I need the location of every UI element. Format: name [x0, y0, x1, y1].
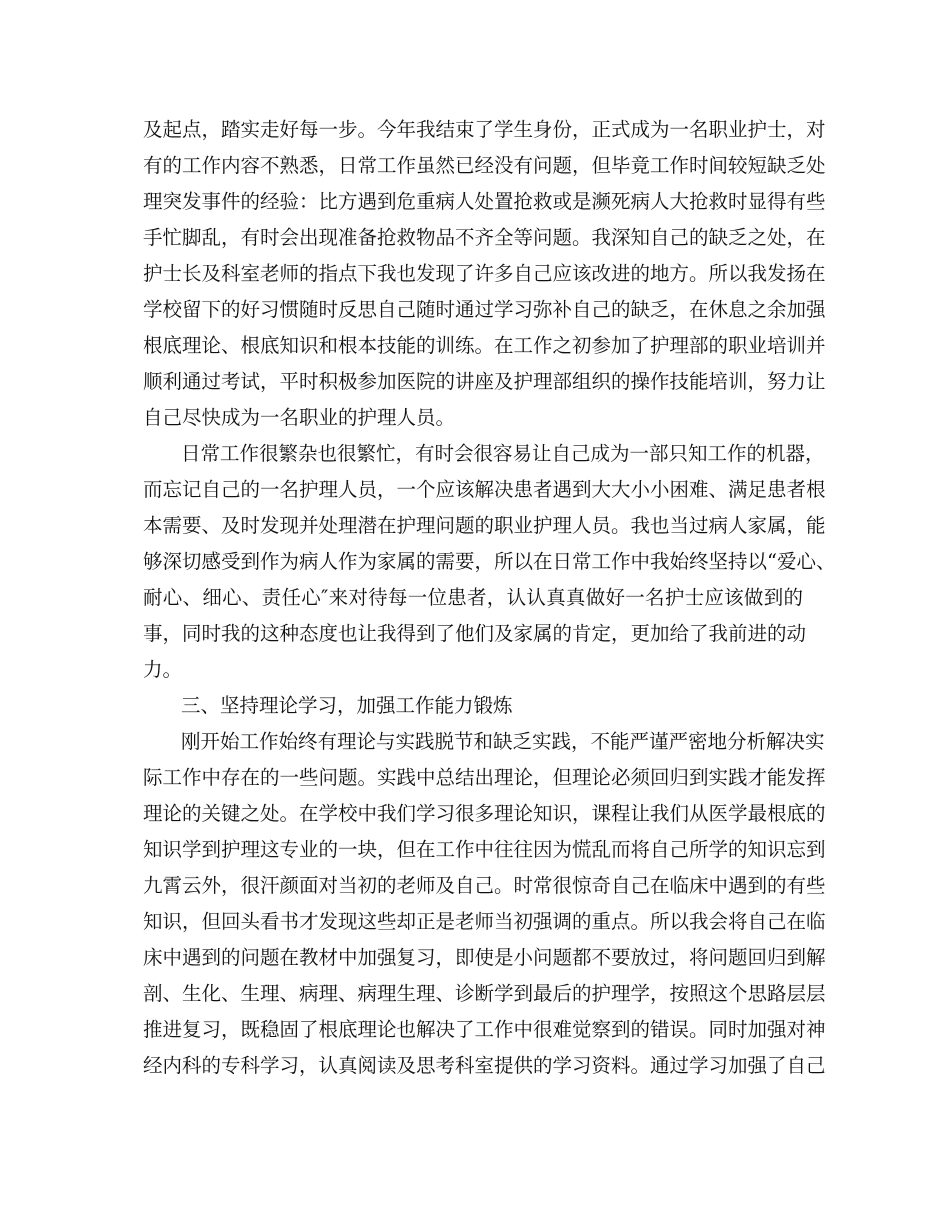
text-line: 根底理论、根底知识和根本技能的训练。在工作之初参加了护理部的职业培训并	[143, 334, 826, 357]
text-line: 护士长及科室老师的指点下我也发现了许多自己应该改进的地方。所以我发扬在	[143, 262, 826, 285]
text-line: 本需要、及时发现并处理潜在护理问题的职业护理人员。我也当过病人家属，能	[143, 514, 826, 537]
paragraph-first-line: 日常工作很繁杂也很繁忙，有时会很容易让自己成为一部只知工作的机器，	[181, 442, 825, 465]
text-line: 够深切感受到作为病人作为家属的需要，所以在日常工作中我始终坚持以“爱心、	[143, 550, 836, 573]
text-line: 力。	[143, 658, 183, 681]
text-line: 经内科的专科学习，认真阅读及思考科室提供的学习资料。通过学习加强了自己	[143, 1054, 826, 1077]
text-line: 理论的关键之处。在学校中我们学习很多理论知识，课程让我们从医学最根底的	[143, 802, 826, 825]
text-line: 推进复习，既稳固了根底理论也解决了工作中很难觉察到的错误。同时加强对神	[143, 1018, 826, 1041]
text-line: 手忙脚乱，有时会出现准备抢救物品不齐全等问题。我深知自己的缺乏之处，在	[143, 226, 826, 249]
text-line: 知识学到护理这专业的一块，但在工作中往往因为慌乱而将自己所学的知识忘到	[143, 838, 826, 861]
text-line: 床中遇到的问题在教材中加强复习，即使是小问题都不要放过，将问题回归到解	[143, 946, 826, 969]
text-line: 而忘记自己的一名护理人员，一个应该解决患者遇到大大小小困难、满足患者根	[143, 478, 826, 501]
text-line: 理突发事件的经验：比方遇到危重病人处置抢救或是濒死病人大抢救时显得有些	[143, 190, 826, 213]
text-line: 学校留下的好习惯随时反思自己随时通过学习弥补自己的缺乏，在休息之余加强	[143, 298, 826, 321]
text-line: 有的工作内容不熟悉，日常工作虽然已经没有问题，但毕竟工作时间较短缺乏处	[143, 154, 826, 177]
text-line: 耐心、细心、责任心″来对待每一位患者，认认真真做好一名护士应该做到的	[143, 586, 803, 609]
text-line: 自己尽快成为一名职业的护理人员。	[143, 406, 456, 429]
text-line: 剖、生化、生理、病理、病理生理、诊断学到最后的护理学，按照这个思路层层	[143, 982, 826, 1005]
text-line: 及起点，踏实走好每一步。今年我结束了学生身份，正式成为一名职业护士，对	[143, 118, 826, 141]
text-line: 事，同时我的这种态度也让我得到了他们及家属的肯定，更加给了我前进的动	[143, 622, 807, 645]
paragraph-first-line: 刚开始工作始终有理论与实践脱节和缺乏实践，不能严谨严密地分析解决实	[181, 730, 825, 753]
document-body	[143, 112, 836, 1084]
text-line: 九霄云外，很汗颜面对当初的老师及自己。时常很惊奇自己在临床中遇到的有些	[143, 874, 826, 897]
text-line: 际工作中存在的一些问题。实践中总结出理论，但理论必须回归到实践才能发挥	[143, 766, 826, 789]
text-line: 知识，但回头看书才发现这些却正是老师当初强调的重点。所以我会将自己在临	[143, 910, 826, 933]
section-heading: 三、坚持理论学习，加强工作能力锻炼	[181, 694, 513, 717]
text-line: 顺利通过考试，平时积极参加医院的讲座及护理部组织的操作技能培训，努力让	[143, 370, 826, 393]
